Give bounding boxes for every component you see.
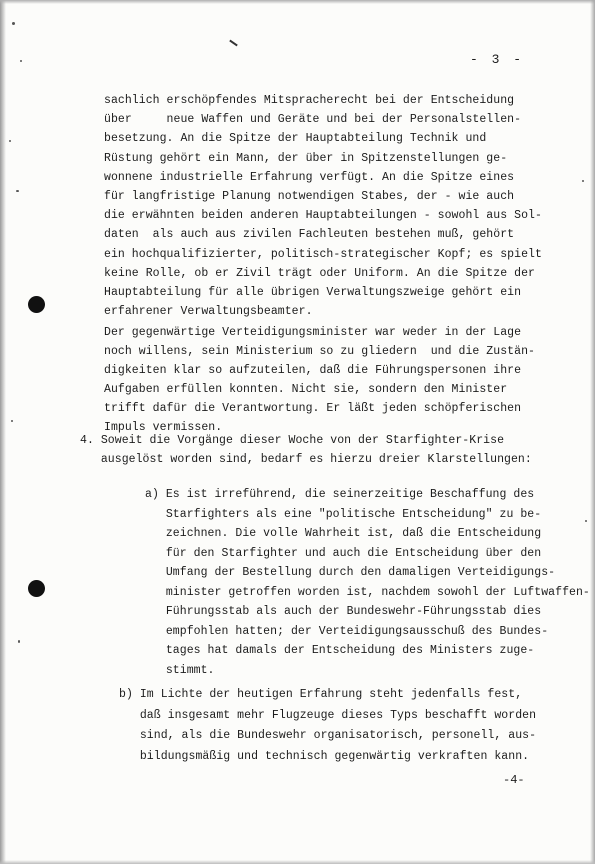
item-a-line: stimmt. (145, 663, 215, 677)
item-a-line: minister getroffen worden ist, nachdem sowohl der Luftwaffen- (145, 585, 590, 599)
item-b-line: daß insgesamt mehr Flugzeuge dieses Typs beschafft worden (119, 708, 537, 722)
catchword: -4- (503, 773, 525, 787)
paragraph-1-line: besetzung. An die Spitze der Hauptabteilung Technik und (104, 132, 487, 146)
paragraph-1-line: erfahrener Verwaltungsbeamter. (104, 305, 313, 319)
page-number: - 3 - (470, 52, 525, 67)
item-b-line: sind, als die Bundeswehr organisatorisch, personell, aus- (119, 729, 537, 742)
item-a-line: Starfighters als eine "politische Entscheidung" zu be- (145, 507, 542, 521)
item-a-line: zeichnen. Die volle Wahrheit ist, daß die Entscheidung (145, 527, 542, 540)
item-a-line: Umfang der Bestellung durch den damaligen Verteidigungs- (145, 566, 556, 579)
scan-edge-right (590, 0, 595, 864)
item-a-line: für den Starfighter und auch die Entscheidung über den (145, 546, 542, 560)
scan-speck (18, 640, 20, 643)
paragraph-1-line: ein hochqualifizierter, politisch-strategischer Kopf; es spielt (104, 247, 542, 261)
scan-edge-top (0, 0, 595, 4)
scan-speck (12, 22, 15, 25)
paragraph-1-line: sachlich erschöpfendes Mitspracherecht bei der Entscheidung (104, 94, 515, 107)
item-a-line: tages hat damals der Entscheidung des Ministers zuge- (145, 644, 535, 657)
scan-speck (16, 190, 19, 192)
item-4-line: ausgelöst worden sind, bedarf es hierzu dreier Klarstellungen: (80, 453, 532, 466)
paragraph-1-line: daten als auch aus zivilen Fachleuten bestehen muß, gehört (104, 228, 515, 242)
paragraph-1-line: über neue Waffen und Geräte und bei der Personalstellen- (104, 113, 522, 127)
scan-speck (20, 60, 22, 62)
paragraph-2-line: trifft dafür die Verantwortung. Er läßt jeden schöpferischen (104, 402, 522, 415)
scan-edge-left (0, 0, 6, 864)
paragraph-2-line: digkeiten klar so aufzuteilen, daß die Führungspersonen ihre (104, 364, 522, 377)
paragraph-2-line: Impuls vermissen. (104, 421, 223, 434)
paragraph-2-line: Aufgaben erfüllen konnten. Nicht sie, sondern den Minister (104, 383, 508, 396)
paragraph-1-line: die erwähnten beiden anderen Hauptabteilungen - sowohl aus Sol- (104, 209, 542, 223)
item-a-line: empfohlen hatten; der Verteidigungsausschuß des Bundes- (145, 624, 549, 638)
paragraph-1-line: Hauptabteilung für alle übrigen Verwaltungszweige gehört ein (104, 286, 522, 299)
scan-speck (585, 520, 587, 522)
paragraph-1-line: wonnene industrielle Erfahrung verfügt. An die Spitze eines (104, 170, 515, 184)
item-a-line: Führungsstab als auch der Bundeswehr-Führungsstab dies (145, 605, 542, 618)
paragraph-1-line: Rüstung gehört ein Mann, der über in Spitzenstellungen ge- (104, 151, 508, 165)
item-a-line: a) Es ist irreführend, die seinerzeitige Beschaffung des (145, 488, 535, 501)
item-b-line: bildungsmäßig und technisch gegenwärtig verkraften kann. (119, 749, 530, 763)
punch-hole-upper (28, 296, 45, 313)
item-b-line: b) Im Lichte der heutigen Erfahrung steht jedenfalls fest, (119, 688, 523, 701)
punch-hole-lower (28, 580, 45, 597)
paragraph-2-line: Der gegenwärtige Verteidigungsminister war weder in der Lage (104, 326, 522, 339)
scan-speck (582, 180, 584, 182)
stray-mark (229, 40, 238, 47)
paragraph-2-line: noch willens, sein Ministerium so zu gliedern und die Zustän- (104, 345, 535, 358)
scan-speck (11, 420, 13, 422)
item-4-line: 4. Soweit die Vorgänge dieser Woche von der Starfighter-Krise (80, 434, 505, 447)
scan-speck (9, 140, 11, 142)
paragraph-1-line: keine Rolle, ob er Zivil trägt oder Uniform. An die Spitze der (104, 266, 535, 280)
scan-edge-bottom (0, 860, 595, 864)
paragraph-1-line: für langfristige Planung notwendigen Stabes, der - wie auch (104, 190, 515, 203)
